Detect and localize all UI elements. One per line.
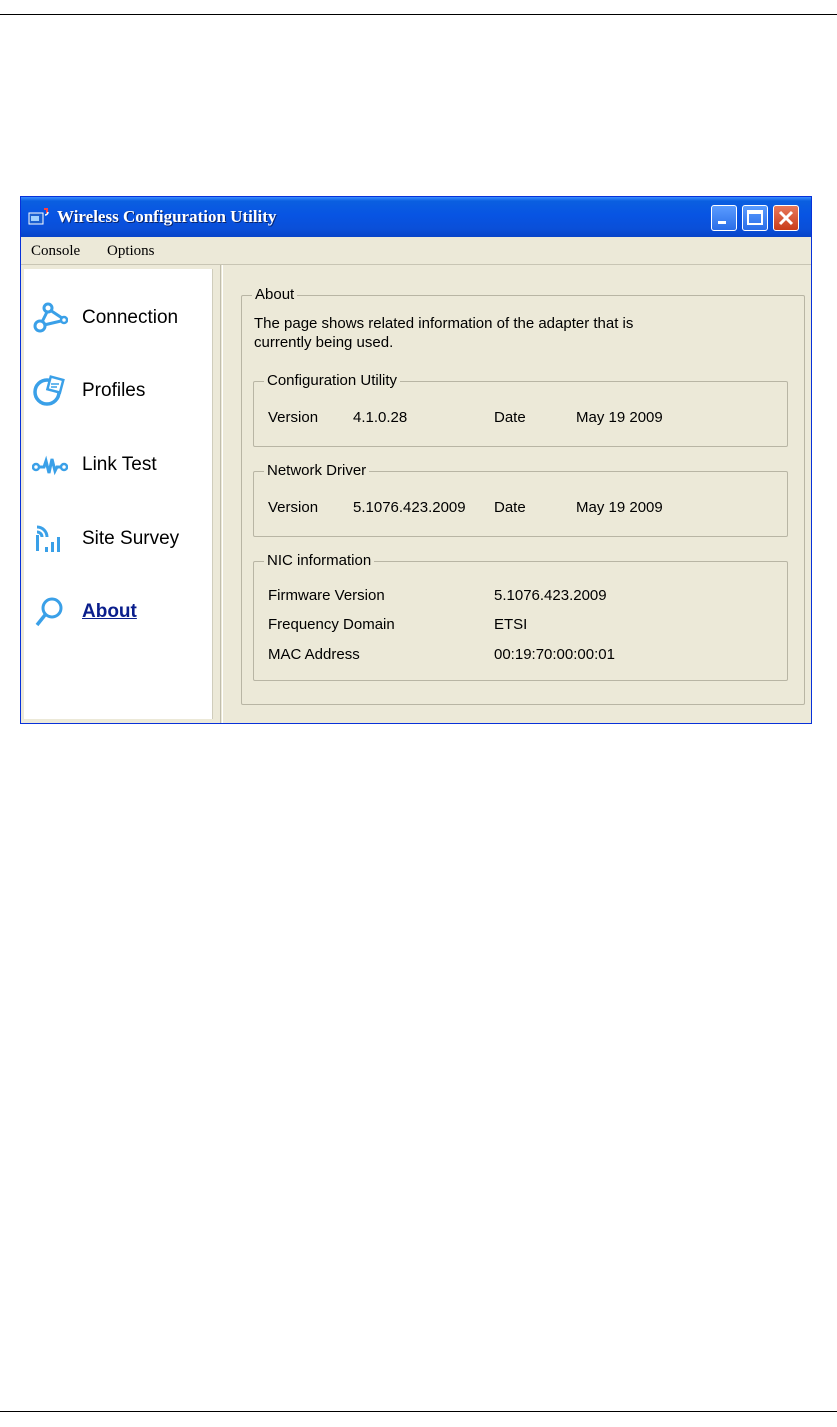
driver-date-label: Date: [494, 499, 526, 516]
body-area: [21, 265, 811, 723]
page-bottom-rule: [0, 1411, 837, 1412]
pane-divider[interactable]: [220, 265, 223, 723]
sidebar-item-connection[interactable]: [24, 298, 213, 338]
network-driver-title: Network Driver: [264, 462, 369, 480]
menu-console[interactable]: Console: [31, 243, 81, 259]
title-bar[interactable]: [21, 197, 811, 237]
profiles-icon: [32, 375, 68, 407]
driver-version-label: Version: [268, 499, 319, 516]
menu-options[interactable]: Options: [107, 243, 155, 259]
site-survey-icon: [32, 523, 68, 555]
about-description-line-2: currently being used.: [254, 334, 394, 351]
close-button[interactable]: [773, 205, 799, 231]
config-date-label: Date: [494, 409, 526, 426]
minimize-icon: [712, 206, 736, 230]
nic-info-title: NIC information: [264, 552, 374, 570]
config-utility-group: [253, 372, 788, 447]
config-version-label: Version: [268, 409, 319, 426]
link-test-icon: [32, 449, 68, 481]
sidebar-item-label: Connection: [82, 307, 179, 328]
close-icon: [774, 206, 798, 230]
sidebar-item-link-test[interactable]: [24, 445, 213, 485]
menu-bar: [21, 237, 811, 265]
mac-address-value: 00:19:70:00:00:01: [494, 646, 615, 663]
sidebar-item-about[interactable]: [24, 592, 213, 632]
sidebar: [24, 269, 213, 719]
app-window: [20, 196, 812, 724]
firmware-version-value: 5.1076.423.2009: [494, 587, 607, 604]
sidebar-item-label: About: [82, 601, 137, 622]
mac-address-label: MAC Address: [268, 646, 360, 663]
sidebar-item-label: Site Survey: [82, 528, 180, 549]
firmware-version-label: Firmware Version: [268, 587, 385, 604]
about-group-title: About: [252, 286, 297, 304]
nic-info-group: [253, 552, 788, 681]
maximize-button[interactable]: [742, 205, 768, 231]
frequency-domain-label: Frequency Domain: [268, 616, 395, 633]
sidebar-item-profiles[interactable]: [24, 371, 213, 411]
driver-date-value: May 19 2009: [576, 499, 663, 516]
about-group: [241, 286, 805, 705]
window-title: Wireless Configuration Utility: [57, 207, 277, 226]
about-icon: [32, 596, 68, 628]
about-description-line-1: The page shows related information of the adapter that is: [254, 315, 634, 332]
frequency-domain-value: ETSI: [494, 616, 528, 633]
sidebar-item-label: Link Test: [82, 454, 157, 475]
driver-version-value: 5.1076.423.2009: [353, 499, 466, 516]
config-utility-title: Configuration Utility: [264, 372, 400, 390]
minimize-button[interactable]: [711, 205, 737, 231]
config-date-value: May 19 2009: [576, 409, 663, 426]
app-icon: [28, 207, 50, 227]
config-version-value: 4.1.0.28: [353, 409, 408, 426]
page-top-rule: [0, 14, 837, 15]
network-driver-group: [253, 462, 788, 537]
sidebar-item-label: Profiles: [82, 380, 146, 401]
connection-icon: [32, 302, 68, 334]
maximize-icon: [743, 206, 767, 230]
sidebar-item-site-survey[interactable]: [24, 519, 213, 559]
